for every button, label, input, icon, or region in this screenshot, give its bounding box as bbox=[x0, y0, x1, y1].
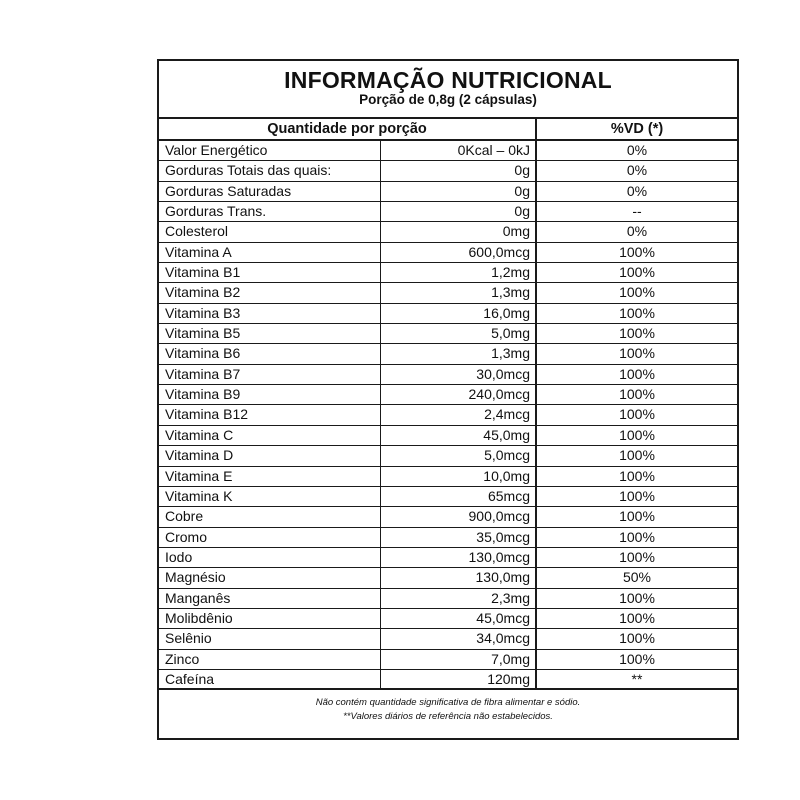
nutrient-vd: 100% bbox=[619, 650, 655, 667]
nutrient-vd: 100% bbox=[619, 386, 655, 403]
table-row bbox=[159, 670, 737, 690]
nutrient-vd: -- bbox=[632, 203, 642, 220]
nutrient-quantity: 900,0mcg bbox=[381, 507, 537, 526]
nutrient-name: Vitamina B6 bbox=[159, 344, 381, 363]
table-row bbox=[159, 467, 737, 487]
table-row bbox=[159, 202, 737, 222]
nutrient-quantity: 10,0mg bbox=[381, 467, 537, 486]
table-row bbox=[159, 568, 737, 588]
table-row bbox=[159, 507, 737, 527]
nutrient-name: Vitamina E bbox=[159, 467, 381, 486]
nutrient-quantity: 0Kcal – 0kJ bbox=[381, 141, 537, 160]
table-row bbox=[159, 182, 737, 202]
nutrient-quantity: 600,0mcg bbox=[381, 243, 537, 262]
nutrient-quantity: 1,3mg bbox=[381, 283, 537, 302]
nutrient-name: Vitamina K bbox=[159, 487, 381, 506]
table-row bbox=[159, 324, 737, 344]
nutrient-vd: 100% bbox=[619, 304, 655, 321]
column-header-quantity: Quantidade por porção bbox=[159, 119, 537, 139]
nutrient-vd: ** bbox=[631, 670, 643, 687]
nutrient-quantity: 2,3mg bbox=[381, 589, 537, 608]
nutrient-vd: 100% bbox=[619, 426, 655, 443]
nutrient-name: Vitamina D bbox=[159, 446, 381, 465]
nutrient-name: Magnésio bbox=[159, 568, 381, 587]
table-row bbox=[159, 141, 737, 161]
nutrient-quantity: 45,0mg bbox=[381, 426, 537, 445]
table-row bbox=[159, 405, 737, 425]
nutrient-name: Vitamina B7 bbox=[159, 365, 381, 384]
nutrient-quantity: 130,0mcg bbox=[381, 548, 537, 567]
nutrient-name: Vitamina B5 bbox=[159, 324, 381, 343]
nutrient-name: Zinco bbox=[159, 650, 381, 669]
nutrient-vd: 100% bbox=[619, 243, 655, 260]
column-header-row bbox=[159, 119, 737, 141]
nutrient-name: Vitamina B9 bbox=[159, 385, 381, 404]
nutrient-name: Vitamina B12 bbox=[159, 405, 381, 424]
table-row bbox=[159, 548, 737, 568]
nutrient-vd: 100% bbox=[619, 528, 655, 545]
nutrient-vd: 100% bbox=[619, 508, 655, 525]
table-row bbox=[159, 446, 737, 466]
table-row bbox=[159, 609, 737, 629]
nutrient-rows bbox=[159, 141, 737, 690]
nutrient-name: Iodo bbox=[159, 548, 381, 567]
nutrient-vd: 100% bbox=[619, 467, 655, 484]
nutrient-vd: 100% bbox=[619, 284, 655, 301]
nutrient-quantity: 240,0mcg bbox=[381, 385, 537, 404]
nutrient-name: Gorduras Trans. bbox=[159, 202, 381, 221]
table-row bbox=[159, 528, 737, 548]
nutrient-vd: 100% bbox=[619, 365, 655, 382]
table-row bbox=[159, 161, 737, 181]
nutrient-name: Cromo bbox=[159, 528, 381, 547]
nutrient-quantity: 0mg bbox=[381, 222, 537, 241]
nutrient-name: Colesterol bbox=[159, 222, 381, 241]
table-row bbox=[159, 263, 737, 283]
nutrient-vd: 100% bbox=[619, 487, 655, 504]
nutrient-name: Vitamina B2 bbox=[159, 283, 381, 302]
table-header bbox=[159, 61, 737, 119]
nutrient-name: Manganês bbox=[159, 589, 381, 608]
nutrient-vd: 100% bbox=[619, 589, 655, 606]
nutrient-quantity: 35,0mcg bbox=[381, 528, 537, 547]
nutrient-vd: 100% bbox=[619, 406, 655, 423]
nutrient-vd: 100% bbox=[619, 609, 655, 626]
table-row bbox=[159, 487, 737, 507]
nutrient-vd: 100% bbox=[619, 630, 655, 647]
nutrient-quantity: 30,0mcg bbox=[381, 365, 537, 384]
nutrient-name: Vitamina B1 bbox=[159, 263, 381, 282]
nutrient-name: Valor Energético bbox=[159, 141, 381, 160]
nutrient-vd: 50% bbox=[622, 569, 652, 586]
nutrient-vd: 0% bbox=[626, 223, 648, 240]
table-row bbox=[159, 222, 737, 242]
nutrient-vd: 100% bbox=[619, 325, 655, 342]
table-footnote bbox=[159, 690, 737, 724]
nutrient-vd: 0% bbox=[626, 182, 648, 199]
nutrient-quantity: 120mg bbox=[381, 670, 537, 688]
nutrient-name: Vitamina A bbox=[159, 243, 381, 262]
nutrient-vd: 0% bbox=[626, 142, 648, 158]
nutrient-name: Vitamina C bbox=[159, 426, 381, 445]
table-row bbox=[159, 283, 737, 303]
nutrient-name: Gorduras Saturadas bbox=[159, 182, 381, 201]
nutrient-quantity: 5,0mg bbox=[381, 324, 537, 343]
nutrient-quantity: 0g bbox=[381, 161, 537, 180]
table-row bbox=[159, 365, 737, 385]
serving-size: Porção de 0,8g (2 cápsulas) bbox=[359, 92, 537, 107]
nutrient-quantity: 1,3mg bbox=[381, 344, 537, 363]
nutrient-quantity: 130,0mg bbox=[381, 568, 537, 587]
nutrient-name: Cobre bbox=[159, 507, 381, 526]
table-row bbox=[159, 304, 737, 324]
table-row bbox=[159, 650, 737, 670]
nutrient-quantity: 5,0mcg bbox=[381, 446, 537, 465]
table-title: INFORMAÇÃO NUTRICIONAL bbox=[284, 67, 612, 93]
nutrient-quantity: 2,4mcg bbox=[381, 405, 537, 424]
table-row bbox=[159, 629, 737, 649]
nutrient-quantity: 0g bbox=[381, 202, 537, 221]
nutrient-vd: 100% bbox=[619, 345, 655, 362]
table-row bbox=[159, 344, 737, 364]
nutrient-name: Vitamina B3 bbox=[159, 304, 381, 323]
nutrient-quantity: 7,0mg bbox=[381, 650, 537, 669]
nutrient-name: Gorduras Totais das quais: bbox=[159, 161, 381, 180]
nutrient-quantity: 16,0mg bbox=[381, 304, 537, 323]
footnote-line-1: Não contém quantidade significativa de fibra alimentar e sódio. bbox=[315, 697, 581, 709]
nutrient-quantity: 34,0mcg bbox=[381, 629, 537, 648]
nutrient-quantity: 65mcg bbox=[381, 487, 537, 506]
table-row bbox=[159, 243, 737, 263]
nutrient-vd: 100% bbox=[619, 548, 655, 565]
nutrient-name: Cafeína bbox=[159, 670, 381, 688]
nutrient-vd: 100% bbox=[619, 447, 655, 464]
table-row bbox=[159, 385, 737, 405]
nutrient-name: Selênio bbox=[159, 629, 381, 648]
nutrient-quantity: 1,2mg bbox=[381, 263, 537, 282]
nutrient-quantity: 45,0mcg bbox=[381, 609, 537, 628]
nutrient-vd: 0% bbox=[626, 162, 648, 179]
column-header-vd: %VD (*) bbox=[610, 121, 664, 137]
nutrient-vd: 100% bbox=[619, 264, 655, 281]
table-row bbox=[159, 426, 737, 446]
footnote-line-2: **Valores diários de referência não estabelecidos. bbox=[343, 711, 553, 723]
nutrient-name: Molibdênio bbox=[159, 609, 381, 628]
nutrient-quantity: 0g bbox=[381, 182, 537, 201]
nutrition-facts-table bbox=[157, 59, 739, 740]
table-row bbox=[159, 589, 737, 609]
